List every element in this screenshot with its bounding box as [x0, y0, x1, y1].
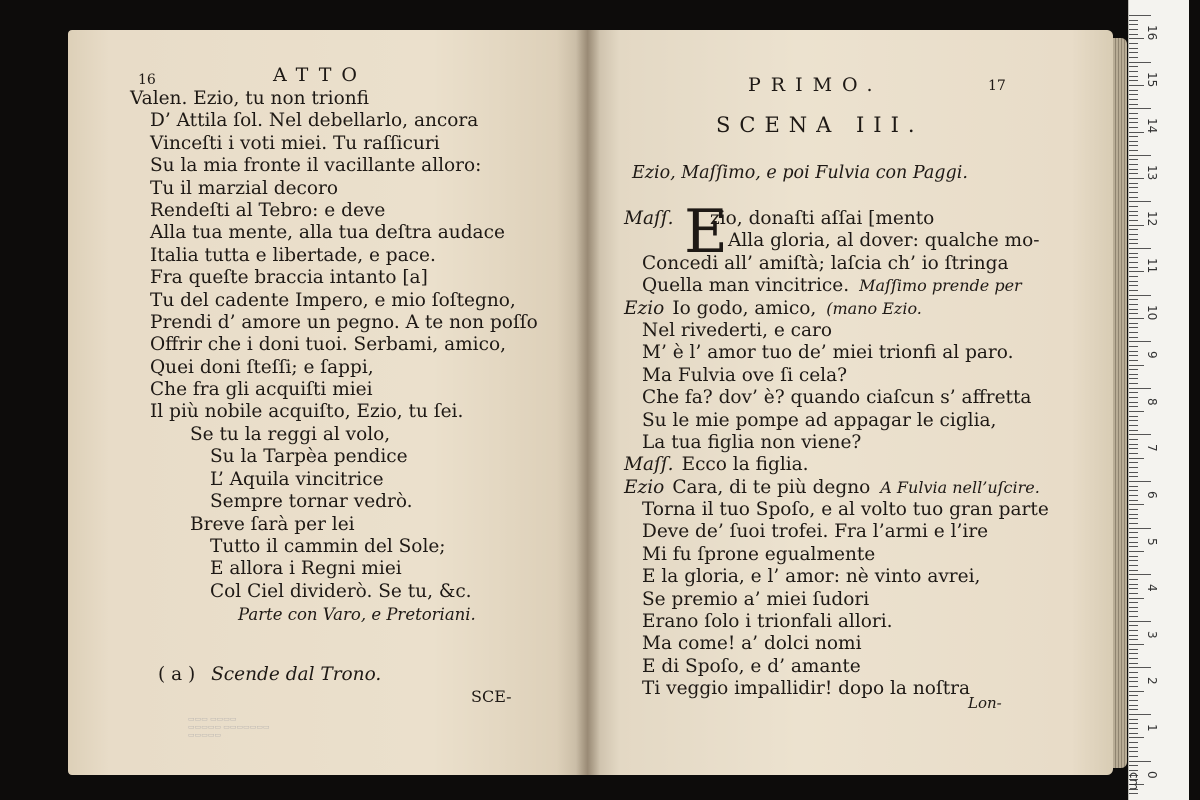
ruler-tick [1129, 723, 1138, 724]
ruler-label: 11 [1145, 258, 1159, 274]
ruler-label: 15 [1145, 71, 1159, 87]
ruler-tick [1129, 71, 1138, 72]
ruler-tick [1129, 323, 1138, 324]
ruler-tick [1129, 360, 1138, 361]
ruler-tick [1129, 145, 1138, 146]
ruler-label: 10 [1145, 304, 1159, 320]
ruler-label: 14 [1145, 118, 1159, 134]
dialogue-text: Mi fu ſprone egualmente [642, 543, 876, 565]
ruler-tick [1129, 215, 1138, 216]
ruler-tick [1129, 756, 1138, 757]
left-page-number: 16 [138, 72, 156, 88]
ruler-tick [1129, 122, 1138, 123]
ruler-tick [1129, 337, 1138, 338]
dialogue-line [624, 432, 1044, 454]
ruler-tick [1129, 439, 1138, 440]
ruler-tick [1129, 346, 1138, 347]
ruler-tick [1129, 48, 1138, 49]
ruler-tick [1129, 374, 1138, 375]
ruler-tick [1129, 630, 1138, 631]
ruler-tick [1129, 751, 1138, 752]
dialogue-line [624, 387, 1044, 409]
ruler-tick [1129, 602, 1138, 603]
ruler-tick [1129, 85, 1144, 86]
ruler-tick [1129, 416, 1138, 417]
ruler-label: 16 [1145, 25, 1159, 41]
stage-direction: Maſſimo prende per [859, 276, 1022, 296]
ruler-tick [1129, 565, 1138, 566]
dialogue-text: La tua figlia non viene? [642, 431, 862, 453]
scene-title: SCENA III. [716, 113, 924, 137]
dialogue-line [624, 298, 1044, 320]
ruler-tick [1129, 187, 1138, 188]
dialogue-text: Che fa? dov’ è? quando ciaſcun s’ affretta [642, 387, 1032, 409]
ruler-tick [1129, 253, 1138, 254]
ruler-tick [1129, 267, 1138, 268]
dialogue-text: Su le mie pompe ad appagar le ciglia, [642, 409, 997, 431]
book-gutter [576, 30, 600, 775]
ruler-tick [1129, 197, 1138, 198]
dialogue-text: E la gloria, e l’ amor: nè vinto avrei, [642, 566, 981, 588]
ruler-tick [1129, 486, 1138, 487]
ruler-tick [1129, 29, 1138, 30]
ruler-tick [1129, 542, 1138, 543]
ruler-tick [1129, 285, 1138, 286]
verse-line: Che fra gli acquiſti miei [150, 379, 373, 401]
dialogue-line [624, 499, 1049, 521]
ruler-tick [1129, 406, 1138, 407]
ruler-tick [1129, 695, 1138, 696]
ruler-tick [1129, 714, 1151, 715]
dialogue-line [624, 230, 1044, 252]
aria-line: Se tu la reggi al volo, [190, 424, 391, 445]
ruler-tick [1129, 206, 1138, 207]
ruler-label: 8 [1145, 397, 1159, 406]
ruler-tick [1129, 141, 1138, 142]
ruler-tick [1129, 201, 1151, 202]
ruler-tick [1129, 66, 1138, 67]
exit-stage-direction: Parte con Varo, e Pretoriani. [238, 605, 476, 624]
ruler-tick [1129, 62, 1151, 63]
ruler-tick [1129, 369, 1138, 370]
dialogue-line [624, 521, 1044, 543]
ruler-tick [1129, 677, 1138, 678]
ruler-label: 9 [1145, 351, 1159, 359]
speaker-name: Maſſ. [624, 208, 674, 229]
right-running-head: PRIMO. [748, 74, 883, 96]
dialogue-line [624, 454, 1044, 476]
ruler-tick [1129, 700, 1138, 701]
ruler-tick [1129, 523, 1138, 524]
aria-line: Tutto il cammin del Sole; [210, 535, 446, 557]
dialogue-text: Cara, di te più degno [672, 476, 871, 498]
verse-line: Rendeſti al Tebro: e deve [150, 199, 386, 221]
speaker-name: Ezio [624, 297, 665, 319]
speaker-name: Ezio [624, 476, 665, 498]
ruler-tick [1129, 546, 1138, 547]
ruler-tick [1129, 598, 1144, 599]
dialogue-text: Ecco la figlia. [681, 454, 809, 476]
ruler-tick [1129, 528, 1151, 529]
library-stamp: ▭▭▭ ▭▭▭▭ ▭▭▭▭▭ ▭▭▭▭▭▭▭ ▭▭▭▭▭ [188, 715, 270, 739]
dialogue-text: Ma come! a’ dolci nomi [642, 633, 862, 655]
ruler-tick [1129, 574, 1151, 575]
ruler-tick [1129, 99, 1138, 100]
open-book [68, 30, 1113, 775]
verse-line: Su la mia fronte il vacillante alloro: [150, 155, 482, 177]
ruler-tick [1129, 378, 1138, 379]
verse-line: Quei doni ſteſſi; e ſappi, [150, 356, 374, 378]
ruler-tick [1129, 579, 1138, 580]
ruler-tick [1129, 164, 1138, 165]
ruler-tick [1129, 113, 1138, 114]
ruler-label: 3 [1145, 630, 1159, 639]
ruler-tick [1129, 183, 1138, 184]
ruler-tick [1129, 178, 1144, 179]
ruler-tick [1129, 76, 1138, 77]
ruler-tick [1129, 257, 1138, 258]
ruler-label: 7 [1145, 444, 1159, 453]
dialogue-text: Torna il tuo Spoſo, e al volto tuo gran parte [642, 499, 1049, 521]
verse-line: Vinceſti i voti miei. Tu raſſicuri [150, 132, 440, 154]
ruler-tick [1129, 570, 1138, 571]
ruler-tick [1129, 504, 1144, 505]
dialogue-line [624, 633, 1044, 655]
footnote [158, 664, 381, 686]
verse-line: Offrir che i doni tuoi. Serbami, amico, [150, 334, 506, 356]
ruler-tick [1129, 309, 1138, 310]
ruler-tick [1129, 434, 1151, 435]
ruler-tick [1129, 462, 1138, 463]
ruler-tick [1129, 57, 1138, 58]
dialogue-line [624, 544, 1044, 566]
ruler-tick [1129, 192, 1138, 193]
ruler-tick [1129, 472, 1138, 473]
ruler-tick [1129, 556, 1138, 557]
ruler-tick [1129, 304, 1138, 305]
ruler-tick [1129, 299, 1138, 300]
ruler-tick [1129, 467, 1138, 468]
ruler-tick [1129, 173, 1138, 174]
ruler-tick [1129, 518, 1138, 519]
ruler-tick [1129, 225, 1144, 226]
character-list: Ezio, Maſſimo, e poi Fulvia con Paggi. [632, 163, 968, 183]
right-page [588, 30, 1113, 775]
dialogue-text: Se premio a’ miei ſudori [642, 588, 870, 610]
stage-direction: A Fulvia nell’uſcire. [880, 477, 1040, 497]
ruler-tick [1129, 397, 1138, 398]
ruler-tick [1129, 644, 1144, 645]
verse-line: Tu il marzial decoro [150, 177, 339, 199]
ruler-tick [1129, 132, 1144, 133]
ruler-tick [1129, 490, 1138, 491]
right-catchword: Lon- [968, 694, 1002, 712]
ruler-tick [1129, 155, 1151, 156]
ruler-tick [1129, 290, 1138, 291]
ruler-tick [1129, 136, 1138, 137]
ruler-tick [1129, 318, 1144, 319]
dialogue-line [624, 589, 1044, 611]
dialogue-line [624, 342, 1044, 364]
dialogue-line [624, 208, 1044, 230]
dialogue-line [624, 320, 1044, 342]
dialogue-text: Ma Fulvia ove ſi cela? [642, 364, 848, 386]
aria-line: L’ Aquila vincitrice [210, 468, 384, 490]
ruler-tick [1129, 90, 1138, 91]
ruler-tick [1129, 514, 1138, 515]
drop-capital: E [684, 197, 728, 267]
ruler-tick [1129, 281, 1138, 282]
ruler-tick [1129, 500, 1138, 501]
verse-line: Alla tua mente, alla tua deſtra audace [150, 222, 505, 244]
right-page-number: 17 [988, 78, 1006, 94]
ruler-tick [1129, 616, 1138, 617]
ruler-tick [1129, 453, 1138, 454]
footnote-text: Scende dal Trono. [211, 664, 382, 685]
stage-direction: (mano Ezio. [826, 298, 922, 318]
ruler-tick [1129, 621, 1151, 622]
dialogue-line [624, 410, 1044, 432]
ruler-tick [1129, 211, 1138, 212]
ruler-tick [1129, 104, 1138, 105]
ruler-tick [1129, 625, 1138, 626]
ruler-tick [1129, 43, 1138, 44]
left-catchword: SCE- [471, 687, 512, 706]
ruler-label: 13 [1145, 164, 1159, 181]
ruler-tick [1129, 588, 1138, 589]
ruler-tick [1129, 430, 1138, 431]
ruler-tick [1129, 584, 1138, 585]
ruler-tick [1129, 248, 1151, 249]
ruler-tick [1129, 327, 1138, 328]
ruler-tick [1129, 733, 1138, 734]
dialogue-text: Io godo, amico, [672, 297, 817, 319]
aria-line: Breve ſarà per lei [190, 513, 355, 535]
right-dialogue-block [624, 208, 1049, 701]
ruler-tick [1129, 420, 1138, 421]
aria-line: Su la Tarpèa pendice [210, 446, 408, 468]
ruler-tick [1129, 481, 1151, 482]
ruler-tick [1129, 220, 1138, 221]
ruler-tick [1129, 458, 1144, 459]
ruler-tick [1129, 276, 1138, 277]
ruler-tick [1129, 108, 1151, 109]
ruler-tick [1129, 765, 1138, 766]
ruler-tick [1129, 639, 1138, 640]
ruler-label: 0 [1145, 770, 1159, 779]
ruler-tick [1129, 402, 1138, 403]
dialogue-text: M’ è l’ amor tuo de’ miei trionfi al paro. [642, 342, 1014, 364]
ruler-tick [1129, 94, 1138, 95]
dialogue-line [624, 656, 1044, 678]
ruler-label: 5 [1145, 537, 1159, 546]
ruler-tick [1129, 793, 1138, 794]
ruler-label: 1 [1145, 724, 1159, 732]
ruler-tick [1129, 509, 1138, 510]
ruler-tick [1129, 118, 1138, 119]
ruler-tick [1129, 52, 1138, 53]
ruler-tick [1129, 747, 1138, 748]
ruler-tick [1129, 672, 1138, 673]
ruler-tick [1129, 611, 1138, 612]
ruler-unit: cm [1127, 772, 1141, 791]
dialogue-text: Deve de’ ſuoi trofei. Fra l’armi e l’ire [642, 521, 989, 543]
ruler-tick [1129, 383, 1138, 384]
ruler-tick [1129, 742, 1138, 743]
ruler-tick [1129, 770, 1138, 771]
ruler-tick [1129, 705, 1138, 706]
verse-line: Prendi d’ amore un pegno. A te non poſſo [150, 311, 538, 333]
ruler-tick [1129, 169, 1138, 170]
aria-block [190, 424, 472, 603]
ruler-tick [1129, 159, 1138, 160]
dialogue-line [624, 611, 1044, 633]
ruler-tick [1129, 341, 1151, 342]
ruler-tick [1129, 150, 1138, 151]
dialogue-line [624, 275, 1044, 297]
dialogue-text: Quella man vincitrice. [642, 275, 850, 297]
ruler-label: 4 [1145, 584, 1159, 592]
ruler-tick [1129, 388, 1151, 389]
ruler-tick [1129, 667, 1151, 668]
dialogue-line [624, 365, 1044, 387]
ruler-tick [1129, 448, 1138, 449]
ruler-tick [1129, 551, 1144, 552]
dialogue-text: Alla gloria, al dover: qualche mo- [728, 230, 1040, 252]
ruler-tick [1129, 709, 1138, 710]
ruler-tick [1129, 653, 1138, 654]
verse-line: D’ Attila ſol. Nel debellarlo, ancora [150, 110, 479, 132]
ruler-tick [1129, 313, 1138, 314]
ruler-tick [1129, 243, 1138, 244]
ruler-tick [1129, 38, 1144, 39]
left-running-head: ATTO [273, 64, 367, 86]
ruler-tick [1129, 351, 1138, 352]
ruler-tick [1129, 532, 1138, 533]
ruler-tick [1129, 355, 1138, 356]
ruler-tick [1129, 560, 1138, 561]
verse-line: Il più nobile acquiſto, Ezio, tu ſei. [150, 401, 464, 423]
page-edges [1113, 38, 1127, 768]
ruler-tick [1129, 476, 1138, 477]
ruler-tick [1129, 761, 1151, 762]
left-verse-block [130, 88, 538, 424]
ruler-tick [1129, 271, 1144, 272]
speaker-name: Maſſ. [624, 454, 674, 476]
ruler-tick [1129, 262, 1138, 263]
ruler-label: 12 [1145, 211, 1159, 227]
ruler-tick [1129, 20, 1138, 21]
ruler-tick [1129, 365, 1144, 366]
ruler-tick [1129, 239, 1138, 240]
ruler-tick [1129, 537, 1138, 538]
dialogue-text: E di Spoſo, e d’ amante [642, 655, 861, 677]
ruler-tick [1129, 80, 1138, 81]
ruler-tick [1129, 607, 1138, 608]
footnote-mark: ( a ) [158, 664, 196, 685]
ruler-tick [1129, 411, 1144, 412]
ruler-tick [1129, 425, 1138, 426]
ruler-tick [1129, 295, 1151, 296]
ruler-tick [1129, 635, 1138, 636]
aria-line: Sempre tornar vedrò. [210, 491, 413, 513]
ruler-tick [1129, 663, 1138, 664]
ruler-tick [1129, 649, 1138, 650]
verse-line: Fra queſte braccia intanto [a] [150, 267, 428, 289]
ruler-tick [1129, 234, 1138, 235]
ruler-tick [1129, 691, 1144, 692]
ruler-tick [1129, 593, 1138, 594]
ruler-tick [1129, 444, 1138, 445]
dialogue-text: Ti veggio impallidir! dopo la noſtra [642, 678, 971, 700]
dialogue-text: zio, donaſti aſſai [mento [710, 208, 935, 229]
ruler-tick [1129, 392, 1138, 393]
ruler-tick [1129, 686, 1138, 687]
dialogue-line [624, 477, 1044, 499]
ruler-tick [1129, 229, 1138, 230]
ruler-tick [1129, 658, 1138, 659]
ruler-tick [1129, 332, 1138, 333]
ruler-tick [1129, 127, 1138, 128]
ruler-tick [1129, 15, 1151, 16]
aria-line: Col Ciel dividerò. Se tu, &c. [210, 580, 472, 602]
ruler-tick [1129, 681, 1138, 682]
measuring-ruler [1128, 0, 1189, 800]
ruler-tick [1129, 495, 1138, 496]
verse-line: Tu del cadente Impero, e mio ſoſtegno, [150, 289, 516, 311]
dialogue-text: Concedi all’ amiſtà; laſcia ch’ io ſtringa [642, 252, 1009, 274]
ruler-label: 2 [1145, 677, 1159, 686]
ruler-tick [1129, 719, 1138, 720]
ruler-tick [1129, 728, 1138, 729]
verse-line: Valen. Ezio, tu non trionfi [130, 88, 369, 109]
ruler-label: 6 [1145, 491, 1159, 499]
ruler-tick [1129, 737, 1144, 738]
verse-line: Italia tutta e libertade, e pace. [150, 244, 436, 266]
dialogue-text: Nel rivederti, e caro [642, 319, 833, 341]
dialogue-text: Erano ſolo i trionfali allori. [642, 611, 893, 633]
dialogue-line [624, 253, 1044, 275]
left-page [68, 30, 588, 775]
ruler-tick [1129, 34, 1138, 35]
ruler-tick [1129, 24, 1138, 25]
dialogue-line [624, 566, 1044, 588]
aria-line: E allora i Regni miei [210, 558, 402, 580]
